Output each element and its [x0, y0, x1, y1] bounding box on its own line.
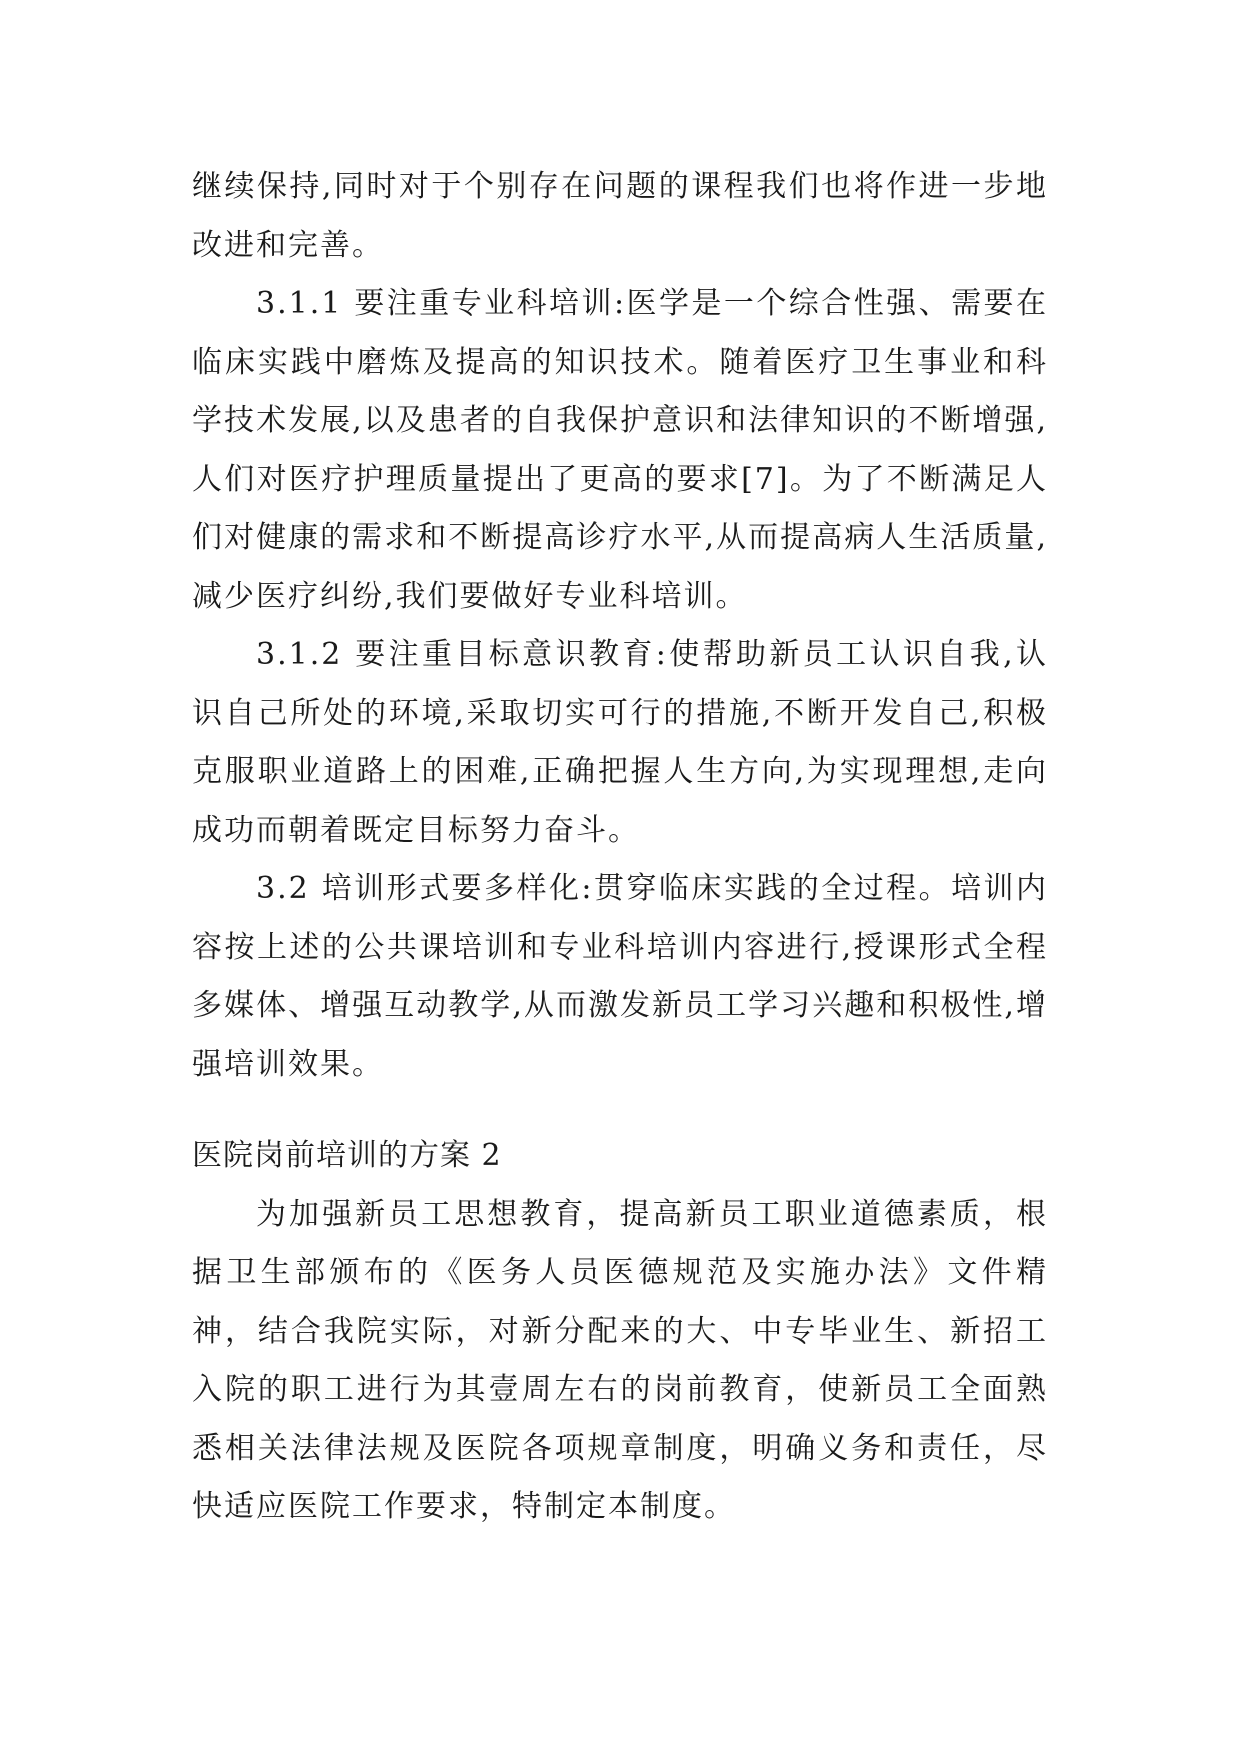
section-heading: 医院岗前培训的方案 2: [192, 1138, 502, 1173]
paragraph-3-2: 3.2 培训形式要多样化:贯穿临床实践的全过程。培训内容按上述的公共课培训和专业科培训内容进行,授课形式全程多媒体、增强互动教学,从而激发新员工学习兴趣和积极性,增强培训效果。: [192, 871, 1048, 1082]
section-plan-2: [192, 1127, 1048, 1537]
paragraph-3-1-2: 3.1.2 要注重目标意识教育:使帮助新员工认识自我,认识自己所处的环境,采取切实可行的措施,不断开发自己,积极克服职业道路上的困难,正确把握人生方向,为实现理想,走向成功而朝着既定目标努力奋斗。: [192, 637, 1048, 848]
section-continued-text: [192, 158, 1048, 1094]
paragraph-continuation: 继续保持,同时对于个别存在问题的课程我们也将作进一步地改进和完善。: [192, 169, 1048, 263]
paragraph-3-1-1: 3.1.1 要注重专业科培训:医学是一个综合性强、需要在临床实践中磨炼及提高的知识技术。随着医疗卫生事业和科学技术发展,以及患者的自我保护意识和法律知识的不断增强,人们对医疗护理质量提出了更高的要求[7]。为了不断满足人们对健康的需求和不断提高诊疗水平,从而提高病人生活质量,减少医疗纠纷,我们要做好专业科培训。: [192, 286, 1048, 614]
paragraph-plan-2-intro: 为加强新员工思想教育，提高新员工职业道德素质，根据卫生部颁布的《医务人员医德规范及实施办法》文件精神，结合我院实际，对新分配来的大、中专毕业生、新招工入院的职工进行为其壹周左右的岗前教育，使新员工全面熟悉相关法律法规及医院各项规章制度，明确义务和责任，尽快适应医院工作要求，特制定本制度。: [192, 1196, 1048, 1524]
